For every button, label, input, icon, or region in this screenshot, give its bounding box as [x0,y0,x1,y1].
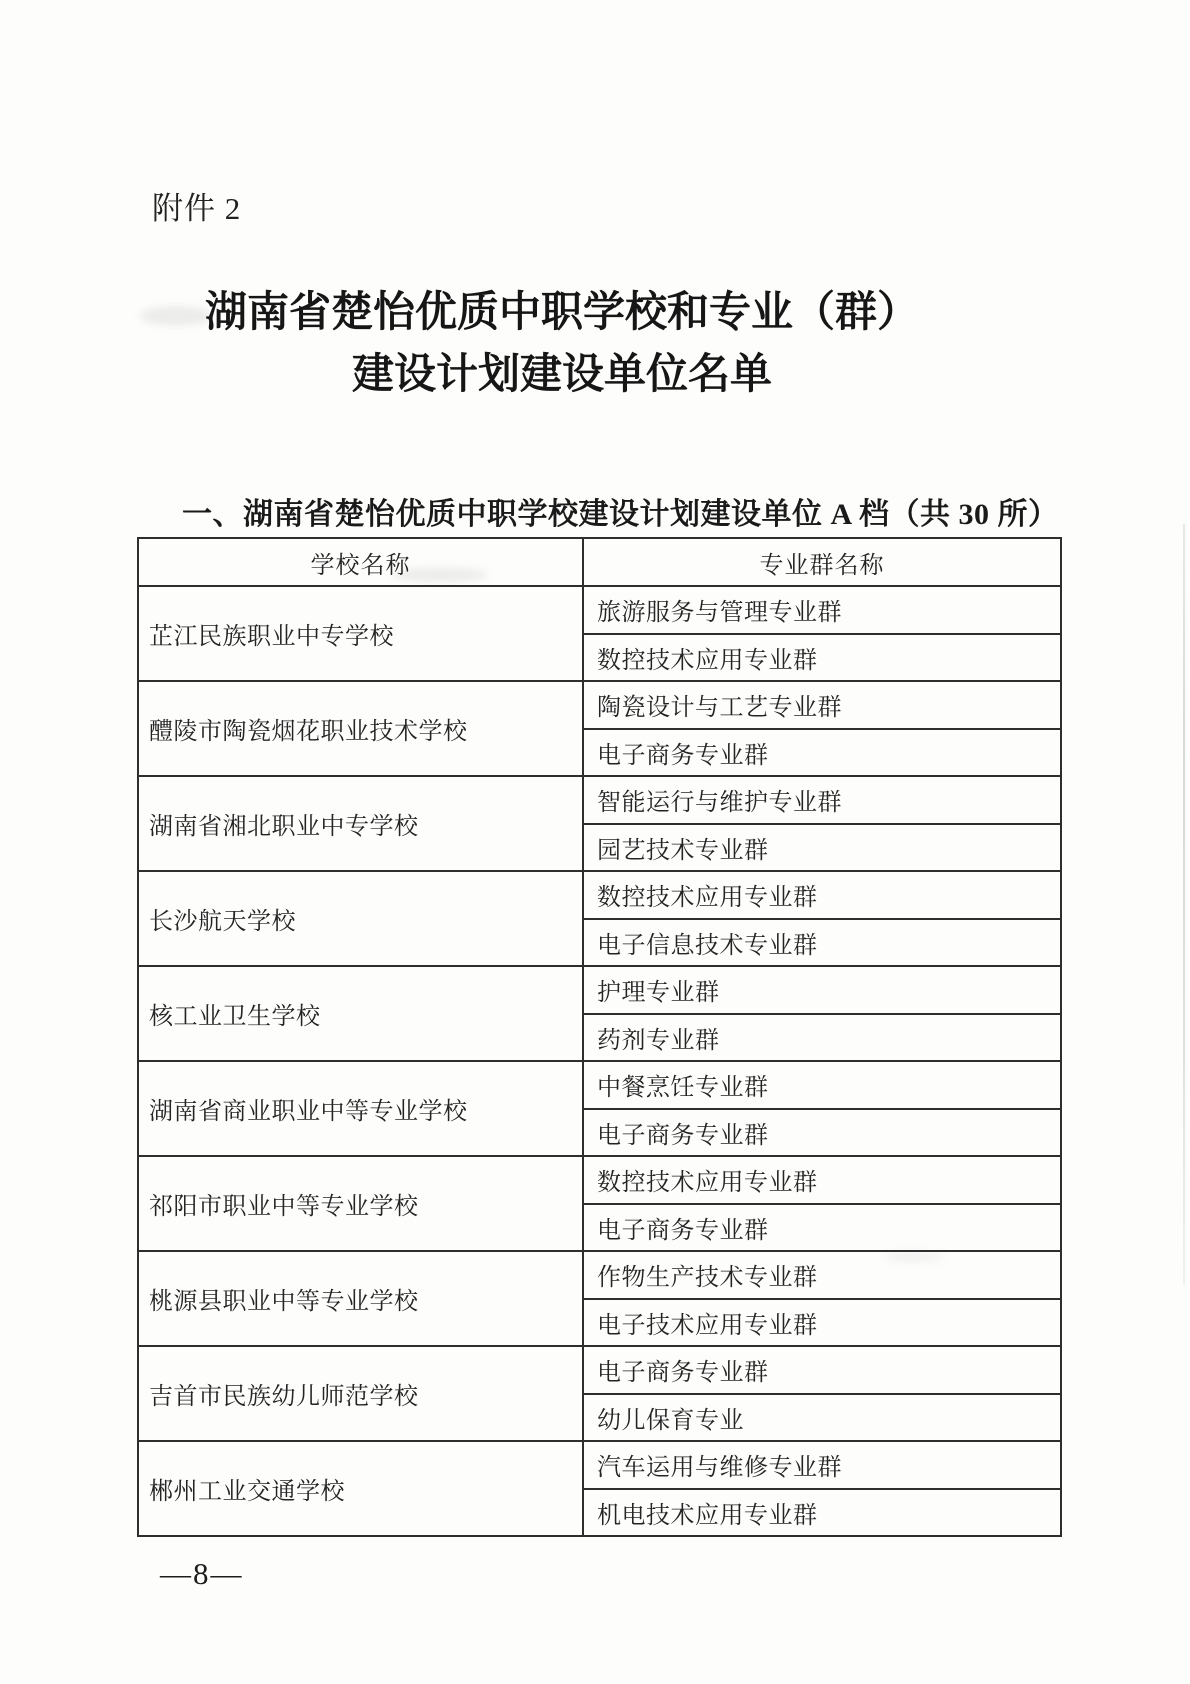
school-name-cell: 湖南省商业职业中等专业学校 [138,1061,583,1156]
table-row [138,776,1061,824]
table-row [138,1156,1061,1204]
group-name-cell: 数控技术应用专业群 [583,634,1061,682]
group-name-cell: 电子商务专业群 [583,1204,1061,1252]
school-name-cell: 醴陵市陶瓷烟花职业技术学校 [138,681,583,776]
group-name-cell: 旅游服务与管理专业群 [583,586,1061,634]
table-row [138,1441,1061,1489]
group-name-cell: 电子技术应用专业群 [583,1299,1061,1347]
group-name-cell: 作物生产技术专业群 [583,1251,1061,1299]
group-name-cell: 智能运行与维护专业群 [583,776,1061,824]
page-number: —8— [160,1556,244,1591]
school-name-cell: 长沙航天学校 [138,871,583,966]
school-name-cell: 芷江民族职业中专学校 [138,586,583,681]
header-school-name: 学校名称 [138,538,583,586]
group-name-cell: 幼儿保育专业 [583,1394,1061,1442]
scan-smudge [392,568,488,582]
group-name-cell: 护理专业群 [583,966,1061,1014]
group-name-cell: 电子商务专业群 [583,1346,1061,1394]
table-row [138,871,1061,919]
group-name-cell: 园艺技术专业群 [583,824,1061,872]
header-group-name: 专业群名称 [583,538,1061,586]
group-name-cell: 陶瓷设计与工艺专业群 [583,681,1061,729]
school-name-cell: 核工业卫生学校 [138,966,583,1061]
group-name-cell: 电子商务专业群 [583,1109,1061,1157]
school-name-cell: 吉首市民族幼儿师范学校 [138,1346,583,1441]
doc-title [0,282,1190,406]
school-name-cell: 湖南省湘北职业中专学校 [138,776,583,871]
scan-edge-artifact [1183,524,1185,1284]
attachment-label: 附件 2 [152,191,242,226]
group-name-cell: 数控技术应用专业群 [583,1156,1061,1204]
school-name-cell: 郴州工业交通学校 [138,1441,583,1536]
doc-title-line-1: 湖南省楚怡优质中职学校和专业（群） [204,290,919,336]
group-name-cell: 电子商务专业群 [583,729,1061,777]
table-row [138,966,1061,1014]
scan-smudge [884,1252,944,1262]
table-row [138,681,1061,729]
doc-title-line-2: 建设计划建设单位名单 [351,352,772,398]
table-row [138,1061,1061,1109]
school-name-cell: 桃源县职业中等专业学校 [138,1251,583,1346]
group-name-cell: 汽车运用与维修专业群 [583,1441,1061,1489]
group-name-cell: 数控技术应用专业群 [583,871,1061,919]
group-name-cell: 药剂专业群 [583,1014,1061,1062]
scan-smudge [140,306,212,326]
table-row [138,1346,1061,1394]
group-name-cell: 电子信息技术专业群 [583,919,1061,967]
section-heading: 一、湖南省楚怡优质中职学校建设计划建设单位 A 档（共 30 所） [182,498,1059,531]
table-body [138,586,1061,1536]
schools-table [137,537,1062,1537]
group-name-cell: 中餐烹饪专业群 [583,1061,1061,1109]
school-name-cell: 祁阳市职业中等专业学校 [138,1156,583,1251]
group-name-cell: 机电技术应用专业群 [583,1489,1061,1537]
table-row [138,586,1061,634]
table-header-row [138,538,1061,586]
